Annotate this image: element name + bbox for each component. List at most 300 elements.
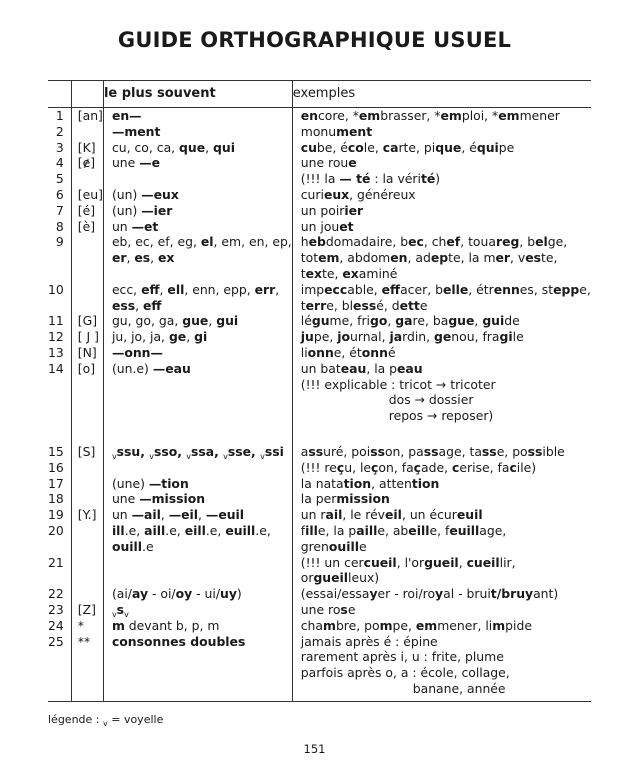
row-examples (292, 649, 591, 665)
example-segment: la nata (300, 475, 344, 491)
rule-segment: aill (144, 522, 166, 538)
example-segment: aill (356, 522, 378, 538)
rule-segment: v (260, 451, 265, 461)
row-number (48, 665, 71, 681)
row-rule (103, 171, 292, 187)
row-rule (103, 329, 292, 345)
spelling-guide-table (48, 80, 591, 702)
row-number: 22 (48, 586, 71, 602)
rule-segment: ell (167, 281, 185, 297)
example-segment: e (419, 297, 428, 313)
example-segment: epp (553, 281, 580, 297)
row-phoneme (71, 408, 103, 424)
example-segment: banane, année (412, 680, 506, 696)
rule-segment: —mission (139, 491, 206, 507)
example-segment: ible (542, 443, 565, 459)
row-examples (292, 586, 591, 602)
example-segment: jo (337, 329, 350, 345)
rule-segment: , (160, 507, 169, 523)
row-rule (103, 507, 292, 523)
row-phoneme (71, 476, 103, 492)
row-phoneme: [N] (71, 345, 103, 361)
example-segment: tion (411, 475, 440, 491)
example-segment: un jou (300, 218, 340, 234)
row-phoneme (71, 555, 103, 587)
example-segment: cueil (466, 554, 500, 570)
rule-segment: .e, (205, 522, 226, 538)
example-segment: aminé (358, 265, 398, 281)
example-segment: te, (541, 250, 558, 266)
example-segment: nou, fra (451, 329, 500, 345)
table-row (48, 460, 591, 476)
example-segment: age, (479, 522, 507, 538)
row-rule (103, 665, 292, 681)
rule-segment: , (159, 281, 168, 297)
row-number: 2 (48, 124, 71, 140)
example-segment: gueil (313, 570, 349, 586)
table-row (48, 282, 591, 314)
example-line (301, 491, 591, 507)
example-segment: un bat (300, 360, 341, 376)
example-segment: on, fa (378, 459, 414, 475)
example-segment: reg (495, 234, 520, 250)
example-segment: domadaire, b (325, 234, 409, 250)
example-segment: m (379, 617, 393, 633)
row-rule (103, 586, 292, 602)
row-number: 16 (48, 460, 71, 476)
example-line (301, 377, 591, 393)
rule-segment: - ui/ (192, 586, 221, 602)
example-segment: age, ta (438, 443, 482, 459)
rule-line (112, 155, 292, 171)
example-segment: ess (353, 297, 377, 313)
example-line (301, 250, 591, 266)
rule-segment: cu, co, ca, (111, 139, 180, 155)
row-examples (292, 282, 591, 314)
row-examples (292, 460, 591, 476)
table-row (48, 377, 591, 393)
row-examples (292, 187, 591, 203)
row-phoneme (71, 681, 103, 701)
example-segment: te, la m (448, 250, 496, 266)
example-segment: , é (461, 139, 477, 155)
row-number: 17 (48, 476, 71, 492)
row-rule (103, 555, 292, 587)
row-rule (103, 649, 292, 665)
table-row (48, 681, 591, 701)
example-segment: ss (308, 443, 324, 459)
table-row (48, 361, 591, 377)
rule-segment: que (179, 139, 206, 155)
row-number (48, 681, 71, 701)
example-segment: (!!! la (300, 171, 340, 187)
example-segment: em (358, 108, 381, 123)
rule-segment: err (254, 281, 276, 297)
rule-line (112, 345, 292, 361)
rule-segment: eff (141, 281, 160, 297)
rule-segment: , (205, 139, 214, 155)
row-phoneme: [ɇ] (71, 155, 103, 171)
example-line (301, 618, 591, 634)
row-number: 13 (48, 345, 71, 361)
row-phoneme (71, 586, 103, 602)
row-rule (103, 361, 292, 377)
rule-line (112, 298, 292, 314)
example-line (301, 665, 591, 681)
row-rule (103, 282, 292, 314)
example-segment: (!!! un cer (300, 554, 364, 570)
row-rule (103, 140, 292, 156)
rule-segment: —eil (168, 507, 199, 523)
rule-segment: v (111, 451, 117, 461)
rule-line (112, 634, 292, 650)
example-segment: ill (305, 522, 318, 538)
example-segment: , un écur (401, 507, 457, 523)
example-segment: monu (300, 123, 337, 139)
example-segment: ef (446, 234, 461, 250)
example-segment: , (474, 313, 483, 329)
row-rule (103, 602, 292, 618)
rule-line (112, 523, 292, 539)
rule-segment: , (275, 281, 280, 297)
example-segment: euill (449, 522, 480, 538)
example-segment: er (495, 250, 511, 266)
example-segment: : la véri (370, 171, 421, 187)
row-rule (103, 234, 292, 281)
example-segment: m (323, 617, 336, 633)
example-segment: y (369, 586, 378, 602)
rule-segment: v (111, 609, 117, 619)
row-number: 7 (48, 203, 71, 219)
example-segment: une rou (300, 155, 349, 171)
row-number (48, 408, 71, 424)
example-segment: une ro (300, 601, 341, 617)
table-row (48, 234, 591, 281)
rule-segment: ssa, (191, 443, 224, 459)
example-segment: ep (430, 250, 449, 266)
example-segment: eb (308, 234, 326, 250)
rule-segment: eff (142, 297, 162, 313)
rule-segment: v (186, 451, 192, 461)
row-number: 12 (48, 329, 71, 345)
example-segment: , ch (423, 234, 447, 250)
row-rule (103, 124, 292, 140)
example-segment: cu (300, 139, 317, 155)
rule-segment: sso, (154, 443, 187, 459)
example-segment: ett (399, 297, 420, 313)
row-phoneme (71, 665, 103, 681)
row-phoneme (71, 124, 103, 140)
example-segment: parfois après o, a : école, collage, (300, 665, 510, 681)
example-segment: ment (336, 123, 373, 139)
example-segment: — té (339, 171, 371, 187)
rule-segment: (une) (111, 475, 149, 491)
rule-segment: v (149, 451, 154, 461)
row-examples (292, 476, 591, 492)
example-segment: leux) (348, 570, 380, 586)
table-header-row (48, 81, 591, 108)
example-segment: ant) (533, 586, 559, 602)
example-line (301, 476, 591, 492)
row-number: 1 (48, 108, 71, 124)
table-row (48, 649, 591, 665)
example-segment: em (498, 108, 520, 123)
example-segment: go (370, 313, 388, 329)
rule-segment: er (111, 250, 127, 266)
example-line (301, 187, 591, 203)
rule-line (112, 282, 292, 298)
example-segment: et (339, 218, 354, 234)
example-line (301, 140, 591, 156)
table-row (48, 444, 591, 460)
example-segment: y (435, 586, 444, 602)
row-rule (103, 618, 292, 634)
table-row (48, 203, 591, 219)
example-line (301, 361, 591, 377)
example-segment: gi (499, 329, 513, 345)
row-phoneme (71, 392, 103, 408)
row-examples (292, 329, 591, 345)
rule-segment: gi (194, 329, 208, 345)
rule-line (112, 361, 292, 377)
example-segment: qui (476, 139, 499, 155)
table-row (48, 665, 591, 681)
example-segment: e, ét (333, 344, 362, 360)
rule-line (112, 618, 292, 634)
example-segment: ge, (547, 234, 568, 250)
example-segment: , abdom (339, 250, 391, 266)
example-segment: co (347, 139, 364, 155)
example-segment: h (300, 234, 309, 250)
example-line (301, 155, 591, 171)
example-segment: e, la p (317, 522, 357, 538)
row-examples (292, 171, 591, 187)
example-line (301, 345, 591, 361)
example-segment: c (452, 459, 460, 475)
example-segment: t (300, 297, 306, 313)
row-rule (103, 377, 292, 393)
rule-segment: devant b, p, m (124, 617, 220, 633)
header-examples: exemples (292, 81, 591, 108)
rule-segment: eb, ec, ef, eg, (111, 234, 201, 250)
example-segment: ja (389, 329, 403, 345)
rule-segment: ssi (264, 443, 284, 459)
rule-segment: m (111, 617, 125, 633)
spacer-cell (103, 424, 292, 444)
example-segment: li (300, 344, 308, 360)
rule-segment: s (116, 601, 125, 617)
header-rule: le plus souvent (103, 81, 292, 108)
rule-line (112, 476, 292, 492)
row-rule (103, 219, 292, 235)
rule-segment: ill (111, 522, 125, 538)
rule-segment: consonnes doubles (111, 633, 246, 649)
rule-line (112, 108, 292, 124)
table-row (48, 618, 591, 634)
row-rule (103, 155, 292, 171)
legend-vowel-marker: v (103, 719, 108, 728)
rule-segment: gui (216, 313, 239, 329)
example-line (301, 408, 591, 424)
example-segment: té (420, 171, 436, 187)
example-segment: mener (519, 108, 560, 123)
example-segment: le, (363, 139, 383, 155)
example-segment: ier (344, 202, 364, 218)
example-segment: que (435, 139, 462, 155)
row-rule (103, 523, 292, 555)
table-row (48, 313, 591, 329)
example-segment: rte, pi (398, 139, 436, 155)
example-segment: tot (300, 250, 319, 266)
row-rule (103, 491, 292, 507)
row-rule (103, 476, 292, 492)
example-segment: (!!! explicable : tricot → tricoter (300, 376, 496, 392)
example-segment: e, po (496, 443, 528, 459)
row-examples (292, 507, 591, 523)
example-line (301, 203, 591, 219)
header-number (48, 81, 71, 108)
example-segment: re, ba (412, 313, 449, 329)
example-segment: e (348, 155, 357, 171)
rule-segment: euill (225, 522, 256, 538)
row-examples (292, 124, 591, 140)
example-segment: able, (347, 281, 382, 297)
rule-segment: gu, go, ga, (111, 313, 183, 329)
example-segment: , (458, 554, 467, 570)
example-segment: é (387, 344, 396, 360)
row-phoneme (71, 377, 103, 393)
row-number: 8 (48, 219, 71, 235)
example-segment: ca (382, 139, 399, 155)
rule-line (112, 234, 292, 250)
table-row (48, 602, 591, 618)
example-segment: em (440, 108, 462, 123)
example-line (301, 507, 591, 523)
rule-segment: (un.e) (111, 360, 153, 376)
example-segment: er - roi/ro (377, 586, 436, 602)
example-segment: ç (336, 459, 345, 475)
rule-segment: oy (175, 586, 193, 602)
example-line (301, 523, 591, 539)
row-examples (292, 392, 591, 408)
example-segment: curi (300, 186, 324, 202)
rule-segment: sse, (227, 443, 261, 459)
example-segment: de (504, 313, 520, 329)
header-phoneme (71, 81, 103, 108)
spacer-cell (71, 424, 103, 444)
row-phoneme: [G] (71, 313, 103, 329)
example-segment: pe, (313, 329, 338, 345)
example-line (301, 282, 591, 298)
table-row (48, 408, 591, 424)
example-segment: en (300, 108, 318, 123)
rule-segment: —ment (111, 123, 161, 139)
example-segment: al - brui (443, 586, 491, 602)
row-number: 4 (48, 155, 71, 171)
rule-segment: .e, (124, 522, 145, 538)
example-segment: erise, fa (459, 459, 510, 475)
rule-line (112, 219, 292, 235)
table-row (48, 345, 591, 361)
example-line (301, 234, 591, 250)
rule-segment: , enn, epp, (184, 281, 255, 297)
row-examples (292, 377, 591, 393)
example-segment: gren (300, 538, 329, 554)
row-rule (103, 444, 292, 460)
rule-segment: —e (139, 155, 161, 171)
rule-segment: ouill (111, 538, 143, 554)
example-segment: f (300, 522, 306, 538)
row-phoneme: * (71, 618, 103, 634)
row-examples (292, 219, 591, 235)
example-segment: e, ab (377, 522, 409, 538)
example-segment: , l'or (396, 554, 425, 570)
example-segment: un poir (300, 202, 345, 218)
example-segment: eill (408, 522, 430, 538)
example-segment: (essai/essa (300, 586, 370, 602)
example-segment: e (359, 538, 367, 554)
row-examples (292, 491, 591, 507)
row-examples (292, 523, 591, 555)
example-segment: eff (381, 281, 401, 297)
example-line (301, 649, 591, 665)
rule-segment: .e, (165, 522, 185, 538)
rule-segment: —ail (131, 507, 161, 523)
legend (48, 713, 163, 726)
rule-line (112, 203, 292, 219)
row-examples (292, 602, 591, 618)
rule-line (112, 507, 292, 523)
example-segment: s (340, 601, 348, 617)
example-segment: la per (300, 491, 337, 507)
example-segment: ss (423, 443, 439, 459)
row-phoneme: [Z] (71, 602, 103, 618)
example-segment: el (535, 234, 548, 250)
rule-segment: —ier (141, 202, 173, 218)
example-segment: pe, (392, 617, 416, 633)
rule-segment: v (124, 609, 129, 619)
table-row (48, 634, 591, 650)
table-row (48, 329, 591, 345)
example-segment: , toua (460, 234, 496, 250)
example-segment: ç (413, 459, 422, 475)
row-number (48, 377, 71, 393)
example-segment: mener, li (437, 617, 493, 633)
example-line (301, 460, 591, 476)
row-examples (292, 140, 591, 156)
rule-segment: ay (131, 586, 149, 602)
rule-segment: ju, jo, ja, (111, 329, 169, 345)
example-segment: le (512, 329, 524, 345)
table-row (48, 140, 591, 156)
example-segment: pe (498, 139, 515, 155)
rule-line (112, 250, 292, 266)
rule-segment: une (111, 155, 140, 171)
table-row (48, 507, 591, 523)
example-line (301, 108, 591, 124)
legend-prefix: légende : (48, 713, 103, 726)
rule-segment: , em, en, ep, (213, 234, 292, 250)
example-segment: ga (395, 313, 413, 329)
rule-segment: un (111, 507, 132, 523)
example-segment: e, f (429, 522, 450, 538)
rule-segment: v (223, 451, 228, 461)
example-segment: (!!! re (300, 459, 337, 475)
example-segment: , ad (407, 250, 431, 266)
rule-segment: —et (131, 218, 159, 234)
example-line (301, 298, 591, 314)
rule-segment: , (198, 507, 206, 523)
